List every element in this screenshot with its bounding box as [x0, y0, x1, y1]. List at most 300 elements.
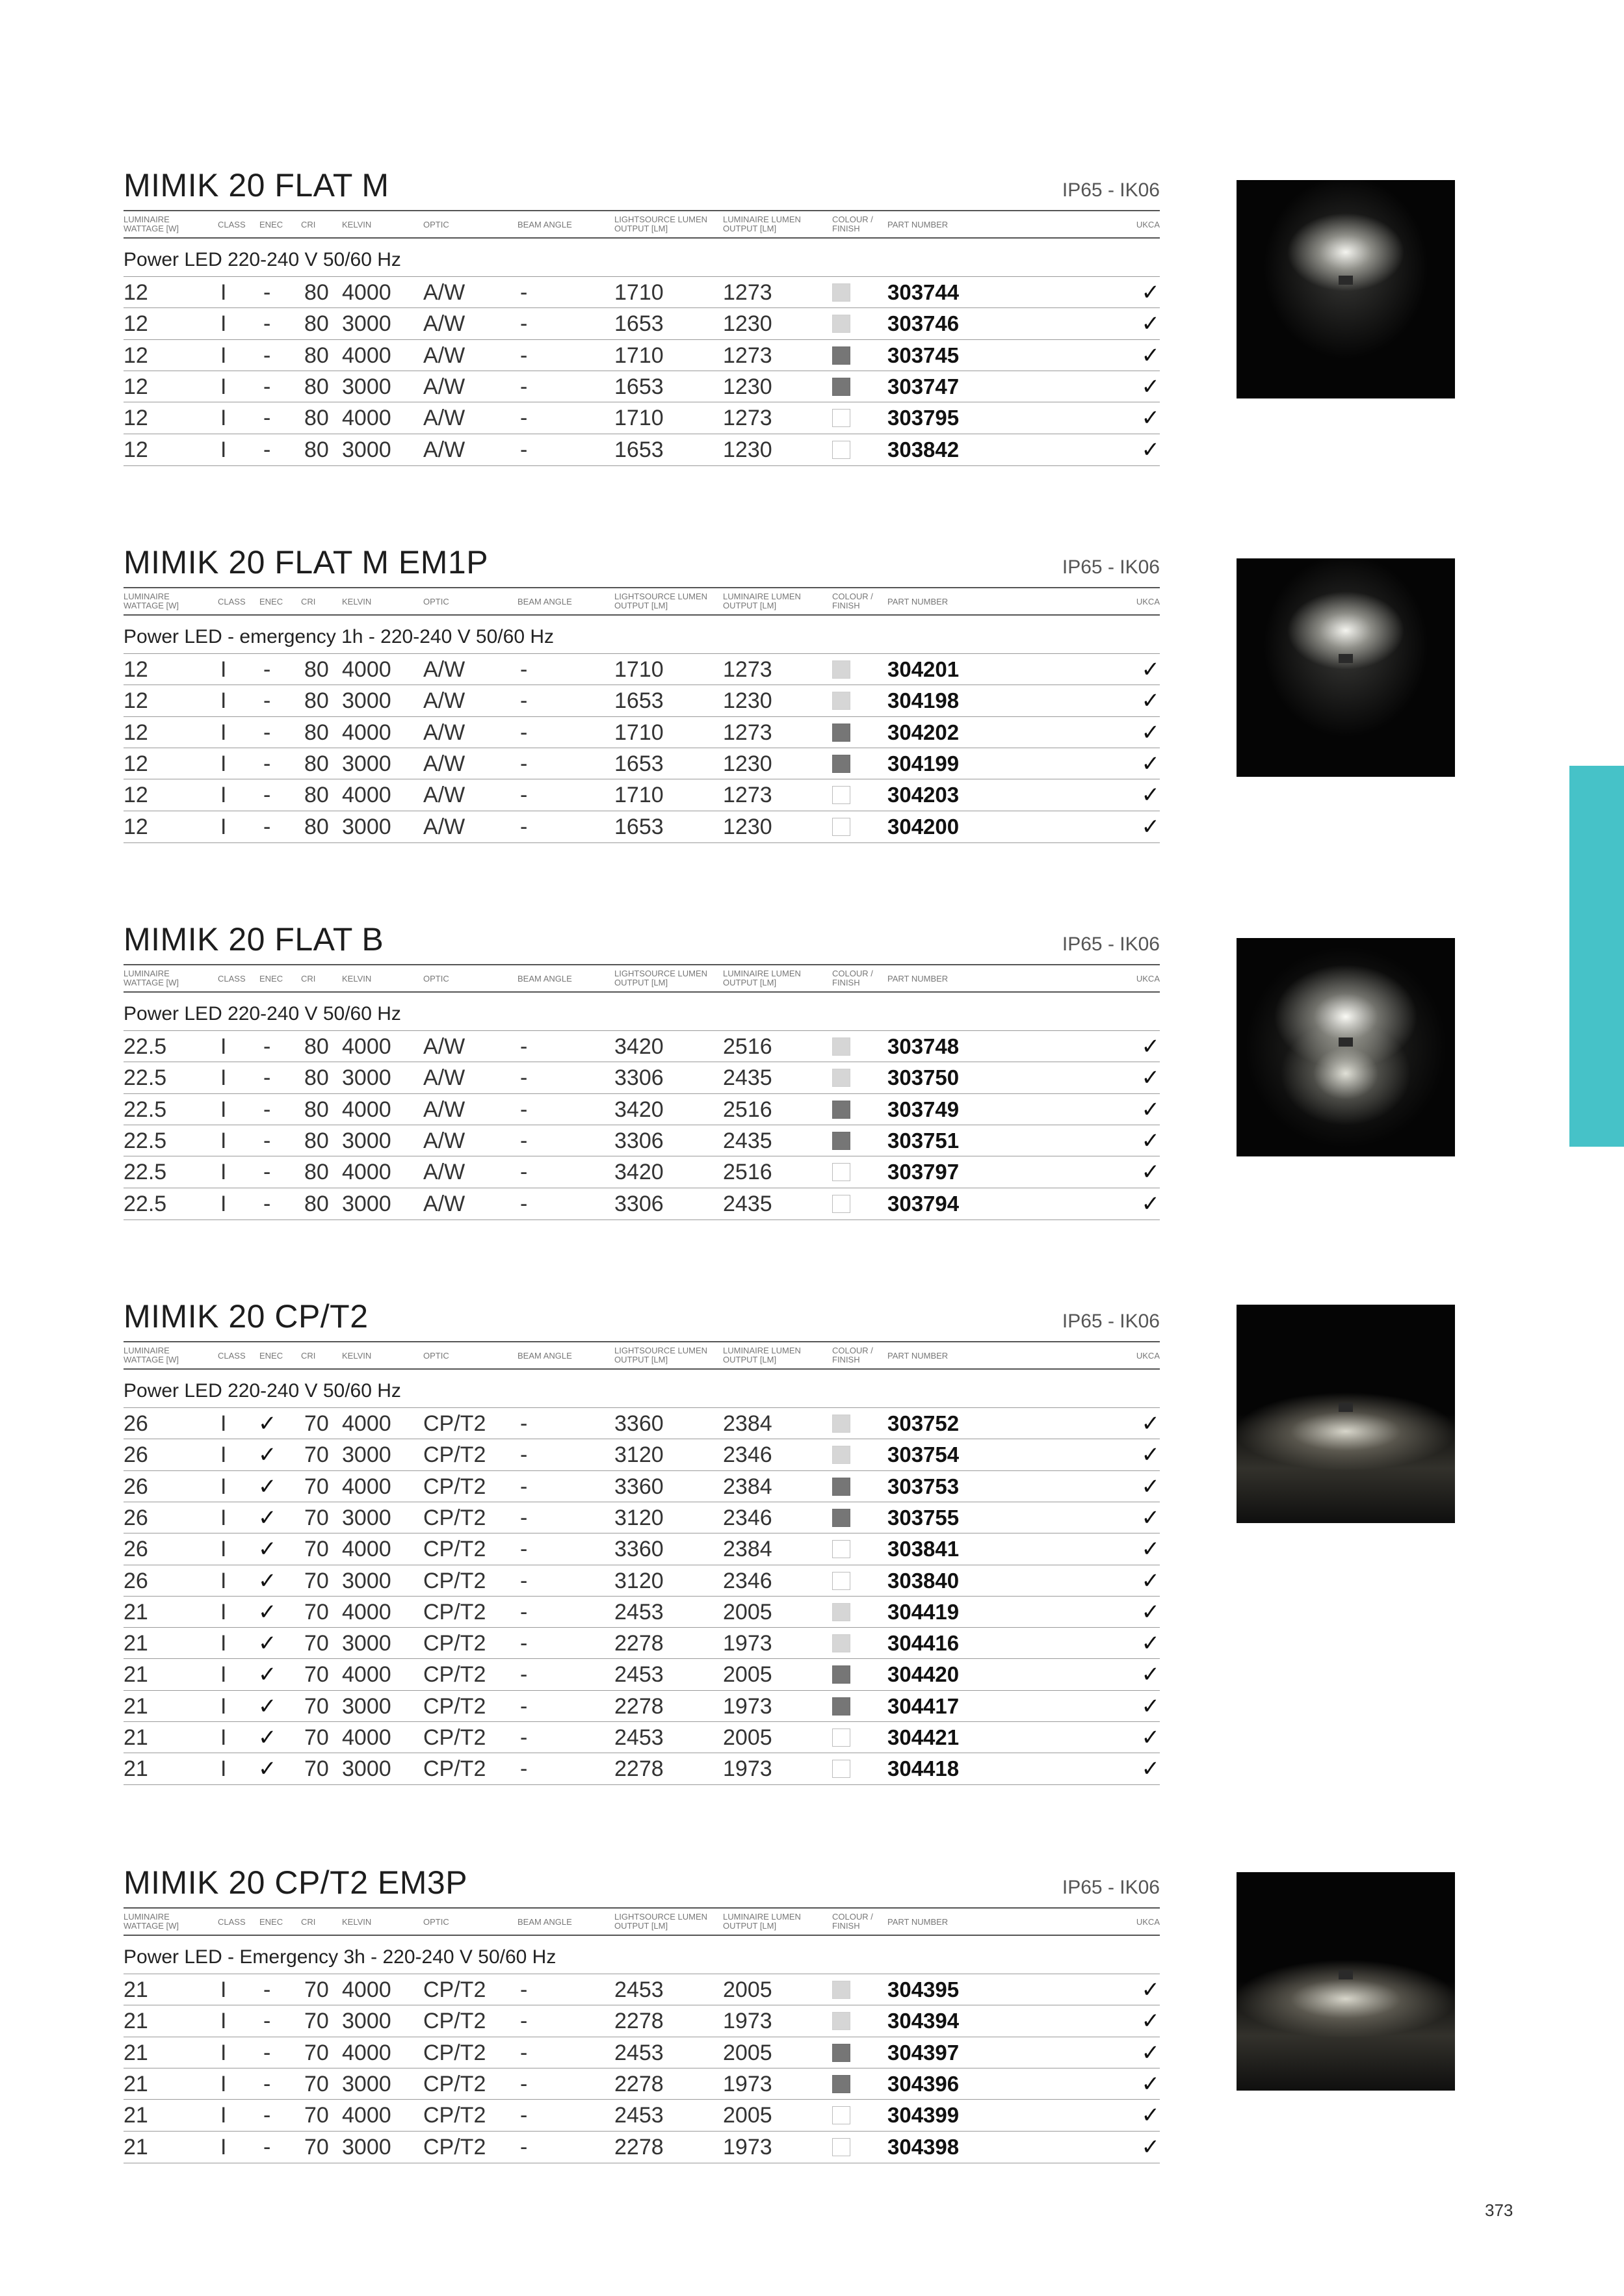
header-cri: CRI [301, 597, 316, 607]
header-part: PART NUMBER [887, 974, 949, 984]
cri-cell: 80 [304, 437, 329, 462]
table-row [124, 1407, 1160, 1439]
wattage-cell: 21 [124, 1693, 148, 1719]
header-class: CLASS [218, 220, 246, 229]
part-number: 303754 [887, 1442, 960, 1467]
header-wattage-line1: LUMINAIRE [124, 215, 170, 224]
finish-swatch-white [832, 409, 850, 427]
optic-cell: A/W [423, 374, 465, 399]
finish-swatch-dark [832, 1101, 850, 1119]
page-number: 373 [1485, 2200, 1513, 2220]
cri-cell: 80 [304, 783, 329, 808]
kelvin-cell: 3000 [342, 1065, 391, 1091]
beam-cell: - [520, 311, 528, 337]
enec-cell: - [263, 751, 271, 776]
finish-swatch-dark [832, 1665, 850, 1684]
header-beam: BEAM ANGLE [517, 974, 572, 984]
cri-cell: 70 [304, 1474, 329, 1499]
beam-cell: - [520, 2134, 528, 2159]
header-finish-line2: FINISH [832, 1921, 860, 1931]
part-number: 303747 [887, 374, 960, 398]
finish-swatch-white [832, 2106, 850, 2124]
ukca-check-icon: ✓ [1141, 2040, 1160, 2065]
class-cell: I [220, 1756, 227, 1782]
enec-cell: ✓ [258, 1568, 277, 1593]
finish-swatch-light [832, 1446, 850, 1464]
class-cell: I [220, 2103, 227, 2128]
cri-cell: 80 [304, 1097, 329, 1122]
finish-swatch-white [832, 441, 850, 459]
part-number: 304419 [887, 1599, 960, 1624]
header-optic: OPTIC [423, 597, 449, 607]
header-class: CLASS [218, 1917, 246, 1927]
lightsource-lumen-cell: 3420 [614, 1097, 664, 1122]
cri-cell: 70 [304, 1977, 329, 2002]
header-cri: CRI [301, 220, 316, 229]
cri-cell: 80 [304, 814, 329, 839]
cri-cell: 70 [304, 2071, 329, 2096]
header-ls-lumen-line1: LIGHTSOURCE LUMEN [614, 969, 708, 978]
beam-cell: - [520, 1128, 528, 1153]
ukca-check-icon: ✓ [1141, 1599, 1160, 1624]
header-ls-lumen-line2: OUTPUT [LM] [614, 978, 668, 987]
wattage-cell: 21 [124, 1662, 148, 1688]
part-number: 304421 [887, 1725, 960, 1749]
finish-swatch-white [832, 786, 850, 804]
header-beam: BEAM ANGLE [517, 1917, 572, 1927]
ukca-check-icon: ✓ [1141, 1756, 1160, 1782]
class-cell: I [220, 406, 227, 431]
lightsource-lumen-cell: 2278 [614, 2071, 664, 2096]
header-lum-lumen-line1: LUMINAIRE LUMEN [723, 1346, 801, 1355]
ukca-check-icon: ✓ [1141, 1693, 1160, 1719]
wattage-cell: 21 [124, 1725, 148, 1750]
luminaire-lumen-cell: 1273 [723, 657, 772, 682]
finish-swatch-dark [832, 724, 850, 742]
kelvin-cell: 4000 [342, 2103, 391, 2128]
beam-cell: - [520, 1568, 528, 1593]
wattage-cell: 12 [124, 406, 148, 431]
luminaire-lumen-cell: 2516 [723, 1160, 772, 1185]
finish-swatch-light [832, 1069, 850, 1087]
header-ls-lumen-line2: OUTPUT [LM] [614, 1921, 668, 1931]
header-wattage-line2: WATTAGE [W] [124, 1921, 179, 1931]
kelvin-cell: 3000 [342, 1442, 391, 1468]
table-row [124, 2037, 1160, 2068]
class-cell: I [220, 1537, 227, 1562]
lightsource-lumen-cell: 1710 [614, 343, 664, 368]
wattage-cell: 21 [124, 1977, 148, 2002]
luminaire-lumen-cell: 1273 [723, 720, 772, 745]
header-enec: ENEC [259, 1917, 283, 1927]
class-cell: I [220, 374, 227, 399]
ukca-check-icon: ✓ [1141, 751, 1160, 776]
lightsource-lumen-cell: 1653 [614, 688, 664, 714]
header-kelvin: KELVIN [342, 1351, 372, 1361]
ip-rating: IP65 - IK06 [1062, 1877, 1160, 1898]
wattage-cell: 22.5 [124, 1065, 167, 1091]
beam-cell: - [520, 751, 528, 776]
part-number: 304395 [887, 1977, 960, 2002]
lightsource-lumen-cell: 2278 [614, 2009, 664, 2034]
luminaire-lumen-cell: 1230 [723, 374, 772, 399]
beam-cell: - [520, 1537, 528, 1562]
cri-cell: 80 [304, 343, 329, 368]
beam-cell: - [520, 1725, 528, 1750]
kelvin-cell: 3000 [342, 751, 391, 776]
ukca-check-icon: ✓ [1141, 814, 1160, 839]
header-ls-lumen-line1: LIGHTSOURCE LUMEN [614, 1346, 708, 1355]
luminaire-lumen-cell: 1230 [723, 437, 772, 462]
cri-cell: 80 [304, 1128, 329, 1153]
light-glow [1237, 1305, 1455, 1523]
cri-cell: 70 [304, 2009, 329, 2034]
table-row [124, 2099, 1160, 2131]
table-row [124, 1596, 1160, 1628]
enec-cell: - [263, 1128, 271, 1153]
part-number: 303795 [887, 406, 960, 430]
cri-cell: 80 [304, 280, 329, 305]
enec-cell: ✓ [258, 1631, 277, 1656]
class-cell: I [220, 1725, 227, 1750]
enec-cell: - [263, 814, 271, 839]
cri-cell: 70 [304, 2040, 329, 2065]
enec-cell: - [263, 2071, 271, 2096]
header-lum-lumen-line2: OUTPUT [LM] [723, 1355, 777, 1364]
header-optic: OPTIC [423, 220, 449, 229]
ukca-check-icon: ✓ [1141, 1662, 1160, 1688]
class-cell: I [220, 720, 227, 745]
luminaire-lumen-cell: 1973 [723, 1631, 772, 1656]
wattage-cell: 21 [124, 2009, 148, 2034]
header-enec: ENEC [259, 220, 283, 229]
ukca-check-icon: ✓ [1141, 311, 1160, 337]
table-row [124, 1627, 1160, 1659]
header-bottom-rule [124, 1368, 1160, 1370]
optic-cell: CP/T2 [423, 1505, 486, 1530]
class-cell: I [220, 280, 227, 305]
optic-cell: A/W [423, 1034, 465, 1059]
optic-cell: CP/T2 [423, 1474, 486, 1499]
optic-cell: CP/T2 [423, 1568, 486, 1593]
enec-cell: - [263, 720, 271, 745]
kelvin-cell: 3000 [342, 688, 391, 714]
header-class: CLASS [218, 597, 246, 607]
optic-cell: A/W [423, 311, 465, 337]
enec-cell: - [263, 280, 271, 305]
kelvin-cell: 3000 [342, 2134, 391, 2159]
kelvin-cell: 3000 [342, 1568, 391, 1593]
cri-cell: 80 [304, 720, 329, 745]
lightsource-lumen-cell: 1653 [614, 814, 664, 839]
optic-cell: CP/T2 [423, 2009, 486, 2034]
optic-cell: A/W [423, 1128, 465, 1153]
finish-swatch-dark [832, 346, 850, 365]
ukca-check-icon: ✓ [1141, 1977, 1160, 2002]
lightsource-lumen-cell: 3420 [614, 1034, 664, 1059]
lightsource-lumen-cell: 3120 [614, 1505, 664, 1530]
kelvin-cell: 4000 [342, 1977, 391, 2002]
header-ls-lumen-line1: LIGHTSOURCE LUMEN [614, 592, 708, 601]
optic-cell: CP/T2 [423, 1411, 486, 1436]
finish-swatch-light [832, 315, 850, 333]
beam-cell: - [520, 1191, 528, 1216]
table-row [124, 339, 1160, 371]
optic-cell: A/W [423, 1097, 465, 1122]
section-color-tab [1569, 766, 1624, 1147]
finish-swatch-white [832, 1760, 850, 1778]
optic-cell: A/W [423, 280, 465, 305]
header-part: PART NUMBER [887, 1917, 949, 1927]
ukca-check-icon: ✓ [1141, 1191, 1160, 1216]
table-row [124, 371, 1160, 402]
enec-cell: - [263, 2134, 271, 2159]
kelvin-cell: 4000 [342, 1411, 391, 1436]
header-bottom-rule [124, 1935, 1160, 1936]
ukca-check-icon: ✓ [1141, 343, 1160, 368]
part-number: 304416 [887, 1631, 960, 1656]
wattage-cell: 12 [124, 688, 148, 714]
part-number: 304397 [887, 2040, 960, 2065]
lightsource-lumen-cell: 2278 [614, 1693, 664, 1719]
light-glow [1237, 1872, 1455, 2091]
header-lum-lumen-line1: LUMINAIRE LUMEN [723, 592, 801, 601]
product-title: MIMIK 20 CP/T2 EM3P [124, 1864, 468, 1901]
header-finish-line1: COLOUR / [832, 1346, 873, 1355]
table-header [124, 1909, 1160, 1935]
header-ls-lumen-line2: OUTPUT [LM] [614, 601, 668, 610]
lightsource-lumen-cell: 1710 [614, 280, 664, 305]
part-number: 304399 [887, 2103, 960, 2128]
class-cell: I [220, 1631, 227, 1656]
luminaire-lumen-cell: 1230 [723, 688, 772, 714]
table-row [124, 685, 1160, 716]
wattage-cell: 26 [124, 1568, 148, 1593]
header-enec: ENEC [259, 1351, 283, 1361]
header-ls-lumen-line1: LIGHTSOURCE LUMEN [614, 215, 708, 224]
header-beam: BEAM ANGLE [517, 597, 572, 607]
kelvin-cell: 3000 [342, 437, 391, 462]
enec-cell: - [263, 2103, 271, 2128]
lightsource-lumen-cell: 2453 [614, 1977, 664, 2002]
wattage-cell: 12 [124, 657, 148, 682]
class-cell: I [220, 1160, 227, 1185]
cri-cell: 80 [304, 1034, 329, 1059]
finish-swatch-light [832, 2012, 850, 2030]
optic-cell: CP/T2 [423, 1599, 486, 1624]
header-lum-lumen-line2: OUTPUT [LM] [723, 224, 777, 233]
lightsource-lumen-cell: 2453 [614, 1599, 664, 1624]
table-row [124, 2131, 1160, 2163]
table-header [124, 1342, 1160, 1368]
cri-cell: 80 [304, 751, 329, 776]
table-row [124, 2068, 1160, 2100]
beam-cell: - [520, 1662, 528, 1688]
light-glow [1237, 938, 1455, 1156]
luminaire-lumen-cell: 2005 [723, 1599, 772, 1624]
lightsource-lumen-cell: 1710 [614, 720, 664, 745]
wattage-cell: 21 [124, 2040, 148, 2065]
kelvin-cell: 4000 [342, 280, 391, 305]
table-row [124, 1439, 1160, 1470]
optic-cell: CP/T2 [423, 2040, 486, 2065]
class-cell: I [220, 1568, 227, 1593]
finish-swatch-light [832, 692, 850, 710]
class-cell: I [220, 1505, 227, 1530]
header-finish-line1: COLOUR / [832, 215, 873, 224]
optic-cell: CP/T2 [423, 2071, 486, 2096]
class-cell: I [220, 657, 227, 682]
header-ukca: UKCA [1136, 597, 1160, 607]
header-kelvin: KELVIN [342, 1917, 372, 1927]
beam-cell: - [520, 1065, 528, 1091]
power-description: Power LED 220-240 V 50/60 Hz [124, 1380, 401, 1402]
optic-cell: A/W [423, 783, 465, 808]
header-wattage-line2: WATTAGE [W] [124, 1355, 179, 1364]
beam-cell: - [520, 688, 528, 714]
header-ukca: UKCA [1136, 974, 1160, 984]
beam-cell: - [520, 2071, 528, 2096]
finish-swatch-light [832, 1603, 850, 1621]
lightsource-lumen-cell: 2278 [614, 1756, 664, 1782]
optic-cell: A/W [423, 406, 465, 431]
header-part: PART NUMBER [887, 220, 949, 229]
class-cell: I [220, 814, 227, 839]
enec-cell: - [263, 1977, 271, 2002]
lightsource-lumen-cell: 3306 [614, 1191, 664, 1216]
header-finish-line1: COLOUR / [832, 592, 873, 601]
table-row [124, 1188, 1160, 1220]
kelvin-cell: 3000 [342, 1191, 391, 1216]
luminaire-lumen-cell: 2435 [723, 1191, 772, 1216]
kelvin-cell: 4000 [342, 2040, 391, 2065]
part-number: 303746 [887, 311, 960, 336]
finish-swatch-light [832, 660, 850, 679]
finish-swatch-white [832, 1572, 850, 1590]
beam-cell: - [520, 1977, 528, 2002]
class-cell: I [220, 783, 227, 808]
light-glow [1237, 558, 1455, 777]
enec-cell: - [263, 783, 271, 808]
enec-cell: ✓ [258, 1505, 277, 1530]
beam-cell: - [520, 2103, 528, 2128]
table-row [124, 1753, 1160, 1785]
kelvin-cell: 3000 [342, 311, 391, 337]
lightsource-lumen-cell: 3306 [614, 1128, 664, 1153]
kelvin-cell: 3000 [342, 1756, 391, 1782]
part-number: 304203 [887, 783, 960, 807]
ukca-check-icon: ✓ [1141, 720, 1160, 745]
wattage-cell: 26 [124, 1474, 148, 1499]
table-row [124, 1690, 1160, 1722]
wattage-cell: 21 [124, 1756, 148, 1782]
part-number: 303751 [887, 1128, 960, 1153]
lightsource-lumen-cell: 1653 [614, 374, 664, 399]
finish-swatch-light [832, 1037, 850, 1056]
part-number: 304420 [887, 1662, 960, 1687]
finish-swatch-light [832, 1634, 850, 1652]
enec-cell: - [263, 688, 271, 714]
header-finish-line1: COLOUR / [832, 969, 873, 978]
finish-swatch-dark [832, 2044, 850, 2062]
light-glow [1237, 180, 1455, 398]
header-part: PART NUMBER [887, 1351, 949, 1361]
luminaire-lumen-cell: 1973 [723, 1756, 772, 1782]
kelvin-cell: 3000 [342, 2009, 391, 2034]
ukca-check-icon: ✓ [1141, 783, 1160, 808]
table-row [124, 716, 1160, 748]
luminaire-lumen-cell: 2346 [723, 1505, 772, 1530]
enec-cell: ✓ [258, 1474, 277, 1499]
wattage-cell: 22.5 [124, 1191, 167, 1216]
finish-swatch-white [832, 818, 850, 836]
luminaire-lumen-cell: 1273 [723, 343, 772, 368]
luminaire-lumen-cell: 2346 [723, 1442, 772, 1468]
enec-cell: - [263, 1065, 271, 1091]
part-number: 304418 [887, 1756, 960, 1781]
part-number: 303752 [887, 1411, 960, 1435]
beam-cell: - [520, 343, 528, 368]
wattage-cell: 12 [124, 751, 148, 776]
ukca-check-icon: ✓ [1141, 1505, 1160, 1530]
part-number: 303744 [887, 280, 960, 304]
class-cell: I [220, 688, 227, 714]
lightsource-lumen-cell: 3420 [614, 1160, 664, 1185]
beam-cell: - [520, 1505, 528, 1530]
ukca-check-icon: ✓ [1141, 1474, 1160, 1499]
luminaire-lumen-cell: 1973 [723, 1693, 772, 1719]
kelvin-cell: 4000 [342, 1662, 391, 1688]
header-ls-lumen-line1: LIGHTSOURCE LUMEN [614, 1912, 708, 1922]
cri-cell: 70 [304, 2103, 329, 2128]
optic-cell: A/W [423, 1160, 465, 1185]
header-wattage-line2: WATTAGE [W] [124, 978, 179, 987]
kelvin-cell: 4000 [342, 343, 391, 368]
header-class: CLASS [218, 974, 246, 984]
cri-cell: 80 [304, 311, 329, 337]
header-ls-lumen-line2: OUTPUT [LM] [614, 224, 668, 233]
class-cell: I [220, 1977, 227, 2002]
finish-swatch-white [832, 2138, 850, 2156]
wattage-cell: 12 [124, 374, 148, 399]
class-cell: I [220, 2009, 227, 2034]
luminaire-lumen-cell: 1230 [723, 311, 772, 337]
ukca-check-icon: ✓ [1141, 1128, 1160, 1153]
product-photo [1237, 938, 1455, 1156]
finish-swatch-dark [832, 2075, 850, 2093]
ukca-check-icon: ✓ [1141, 2134, 1160, 2159]
table-row [124, 402, 1160, 434]
part-number: 303797 [887, 1160, 960, 1184]
class-cell: I [220, 1097, 227, 1122]
fixture-icon [1339, 654, 1353, 663]
cri-cell: 70 [304, 1756, 329, 1782]
fixture-icon [1339, 1037, 1353, 1047]
cri-cell: 70 [304, 1505, 329, 1530]
cri-cell: 70 [304, 1537, 329, 1562]
enec-cell: - [263, 1034, 271, 1059]
beam-cell: - [520, 720, 528, 745]
wattage-cell: 21 [124, 1599, 148, 1624]
power-description: Power LED - emergency 1h - 220-240 V 50/60 Hz [124, 626, 555, 647]
finish-swatch-light [832, 283, 850, 302]
ukca-check-icon: ✓ [1141, 1097, 1160, 1122]
kelvin-cell: 4000 [342, 1034, 391, 1059]
lightsource-lumen-cell: 2453 [614, 1725, 664, 1750]
kelvin-cell: 3000 [342, 1128, 391, 1153]
header-kelvin: KELVIN [342, 974, 372, 984]
class-cell: I [220, 1599, 227, 1624]
